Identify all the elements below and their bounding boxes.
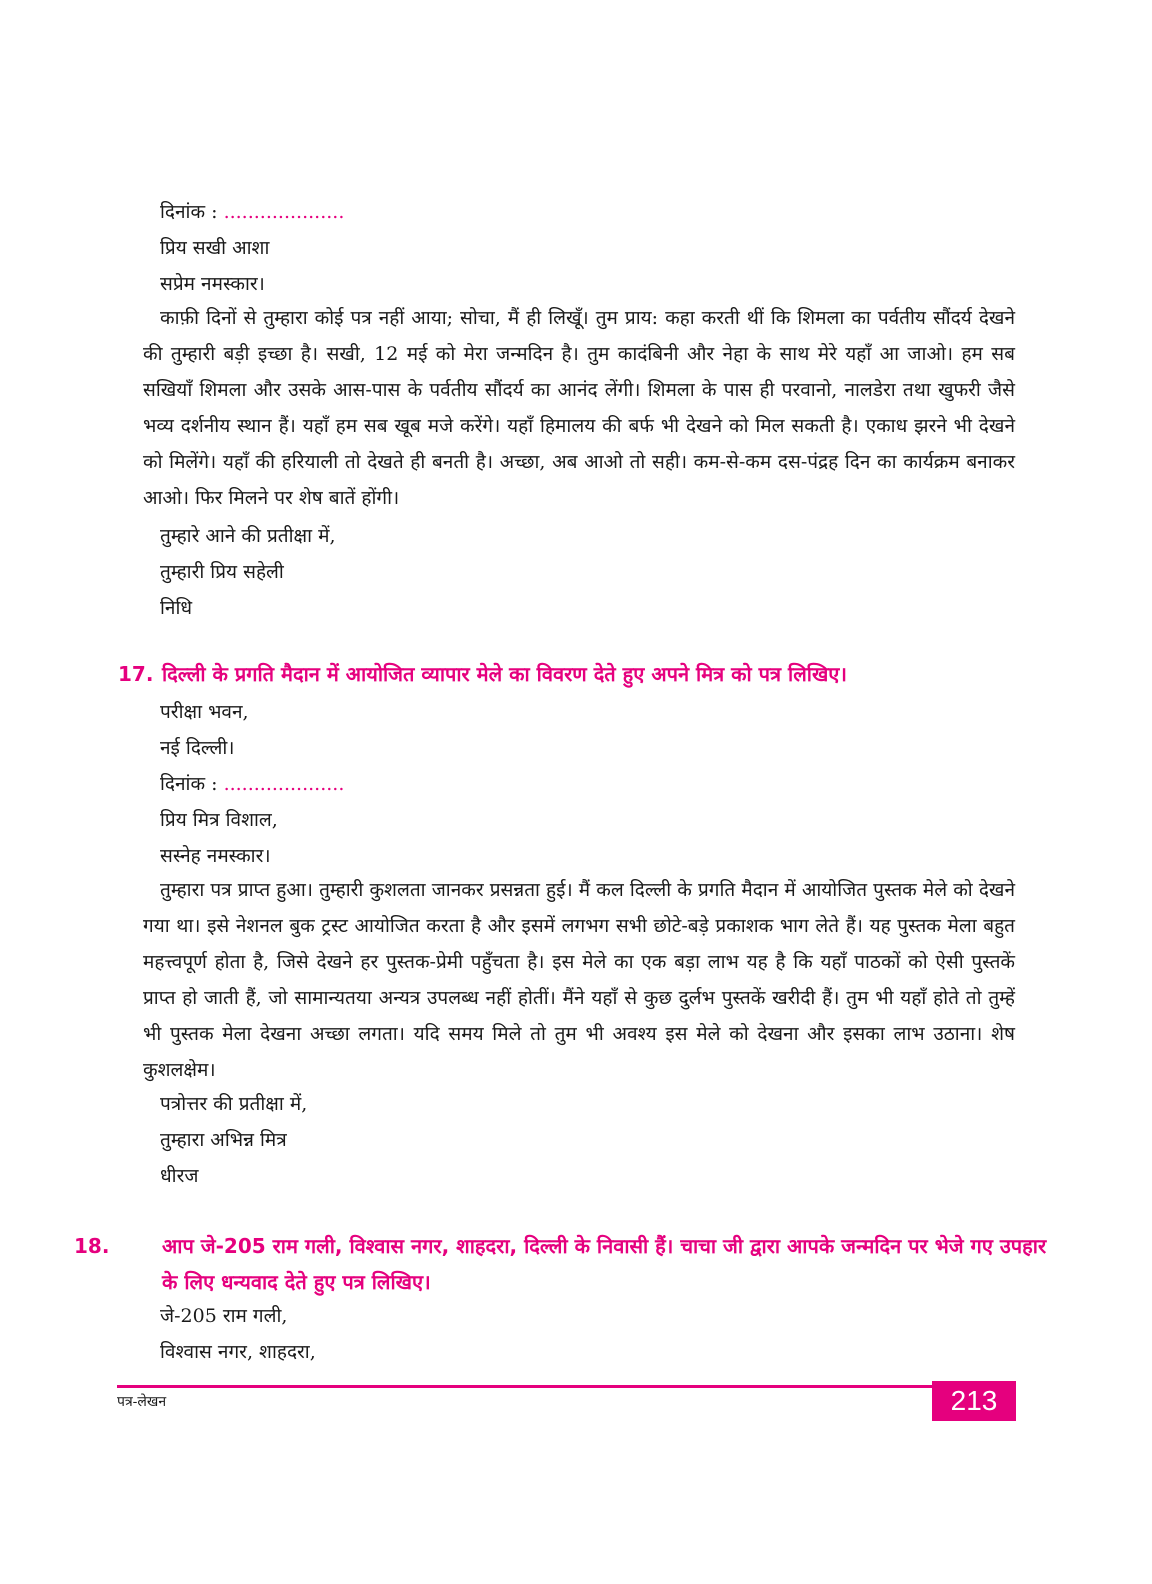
q17-closing: पत्रोत्तर की प्रतीक्षा में, [160,1093,308,1115]
q17-date-label: दिनांक : [160,773,218,795]
footer-divider [117,1385,932,1388]
letter1-date-dots: .................... [223,201,345,223]
question-17 [118,656,1018,692]
q18-address-line1: जे-205 राम गली, [160,1305,288,1327]
q17-date-dots: .................... [223,773,345,795]
q17-address-line1: परीक्षा भवन, [160,701,249,723]
q17-sign-off: तुम्हारा अभिन्न मित्र [160,1129,287,1151]
q17-salutation: प्रिय मित्र विशाल, [160,809,278,831]
letter1-date [160,200,344,224]
q17-signature: धीरज [160,1165,199,1187]
letter1-closing: तुम्हारे आने की प्रतीक्षा में, [160,525,336,547]
q18-address-line2: विश्वास नगर, शाहदरा, [160,1341,316,1363]
letter1-sign-off: तुम्हारी प्रिय सहेली [160,561,284,583]
q17-date [160,772,344,796]
question-18-text: आप जे-205 राम गली, विश्वास नगर, शाहदरा, दिल्ली के निवासी हैं। चाचा जी द्वारा आपके जन्मदिन पर भेजे गए उपहार के लिए धन्यवाद देते हुए पत्र लिखिए। [162,1234,1047,1294]
letter1-date-label: दिनांक : [160,201,218,223]
question-18 [74,1228,1062,1300]
footer-section-label: पत्र-लेखन [117,1394,167,1410]
letter1-signature: निधि [160,597,193,619]
question-17-number: 17. [118,662,154,686]
q17-body: तुम्हारा पत्र प्राप्त हुआ। तुम्हारी कुशलता जानकर प्रसन्नता हुई। मैं कल दिल्ली के प्रगति मैदान में आयोजित पुस्तक मेले को देखने गया था। इसे नेशनल बुक ट्रस्ट आयोजित करता है और इसमें लगभग सभी छोटे-बड़े प्रकाशक भाग लेते हैं। यह पुस्तक मेला बहुत महत्त्वपूर्ण होता है, जिसे देखने हर पुस्तक-प्रेमी पहुँचता है। इस मेले का एक बड़ा लाभ यह है कि यहाँ पाठकों को ऐसी पुस्तकें प्राप्त हो जाती हैं, जो सामान्यतया अन्यत्र उपलब्ध नहीं होतीं। मैंने यहाँ से कुछ दुर्लभ पुस्तकें खरीदी हैं। तुम भी यहाँ होते तो तुम्हें भी पुस्तक मेला देखना अच्छा लगता। यदि समय मिले तो तुम भी अवश्य इस मेले को देखना और इसका लाभ उठाना। शेष कुशलक्षेम। [143,879,1015,1081]
q17-address-line2: नई दिल्ली। [160,737,235,759]
letter1-body: काफ़ी दिनों से तुम्हारा कोई पत्र नहीं आया; सोचा, मैं ही लिखूँ। तुम प्राय: कहा करती थीं कि शिमला का पर्वतीय सौंदर्य देखने की तुम्हारी बड़ी इच्छा है। सखी, 12 मई को मेरा जन्मदिन है। तुम कादंबिनी और नेहा के साथ मेरे यहाँ आ जाओ। हम सब सखियाँ शिमला और उसके आस-पास के पर्वतीय सौंदर्य का आनंद लेंगी। शिमला के पास ही परवानो, नालडेरा तथा खुफरी जैसे भव्य दर्शनीय स्थान हैं। यहाँ हम सब खूब मजे करेंगे। यहाँ हिमालय की बर्फ भी देखने को मिल सकती है। एकाध झरने भी देखने को मिलेंगे। यहाँ की हरियाली तो देखते ही बनती है। अच्छा, अब आओ तो सही। कम-से-कम दस-पंद्रह दिन का कार्यक्रम बनाकर आओ। फिर मिलने पर शेष बातें होंगी। [143,307,1015,509]
question-17-text: दिल्ली के प्रगति मैदान में आयोजित व्यापार मेले का विवरण देते हुए अपने मित्र को पत्र लिखिए। [162,662,847,686]
letter1-salutation: प्रिय सखी आशा [160,237,270,259]
q17-greeting: सस्नेह नमस्कार। [160,845,271,867]
page-number: 213 [932,1381,1016,1421]
question-18-number: 18. [74,1234,110,1258]
letter1-greeting: सप्रेम नमस्कार। [160,273,265,295]
